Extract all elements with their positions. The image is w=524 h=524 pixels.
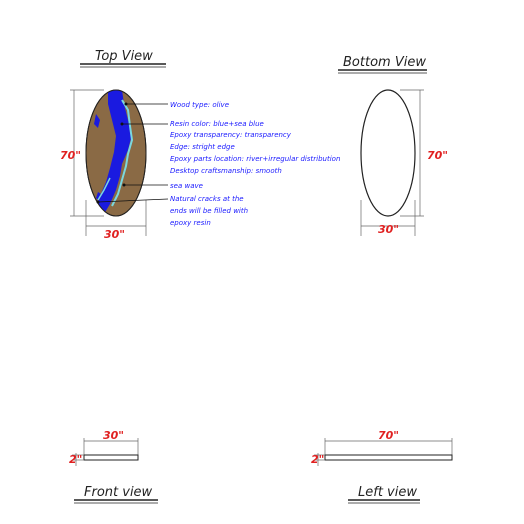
bottom-view bbox=[338, 55, 448, 236]
front-slab bbox=[84, 455, 138, 460]
left-view bbox=[311, 429, 452, 503]
front-width-label: 30" bbox=[103, 429, 125, 442]
note-edge: Edge: stright edge bbox=[170, 143, 235, 151]
front-view bbox=[69, 429, 158, 503]
note-location: Epoxy parts location: river+irregular distribution bbox=[170, 155, 341, 163]
leader-sea-wave-dot bbox=[123, 184, 126, 187]
leader-wood-dot bbox=[125, 103, 128, 106]
leader-resin-dot bbox=[121, 123, 124, 126]
bottom-width-label: 30" bbox=[378, 223, 400, 236]
leader-cracks-dot bbox=[97, 201, 100, 204]
note-craftsmanship: Desktop craftsmanship: smooth bbox=[170, 167, 282, 175]
note-wood-type: Wood type: olive bbox=[170, 101, 229, 109]
note-cracks-3: epoxy resin bbox=[170, 219, 211, 227]
top-length-label: 70" bbox=[60, 149, 82, 162]
left-view-title: Left view bbox=[358, 485, 417, 500]
top-view bbox=[60, 49, 340, 241]
note-sea-wave: sea wave bbox=[170, 182, 203, 190]
left-thickness-label: 2" bbox=[311, 453, 325, 466]
top-view-title: Top View bbox=[95, 49, 153, 64]
bottom-length-label: 70" bbox=[427, 149, 449, 162]
bottom-view-title: Bottom View bbox=[343, 55, 426, 70]
note-cracks-1: Natural cracks at the bbox=[170, 195, 244, 203]
left-slab bbox=[325, 455, 452, 460]
note-cracks-2: ends will be filled with bbox=[170, 207, 249, 215]
bottom-outline bbox=[361, 90, 415, 216]
left-length-label: 70" bbox=[378, 429, 400, 442]
front-view-title: Front view bbox=[84, 485, 153, 500]
note-resin-color: Resin color: blue+sea blue bbox=[170, 120, 264, 128]
top-width-label: 30" bbox=[104, 228, 126, 241]
front-thickness-label: 2" bbox=[69, 453, 83, 466]
note-transparency: Epoxy transparency: transparency bbox=[170, 131, 291, 139]
